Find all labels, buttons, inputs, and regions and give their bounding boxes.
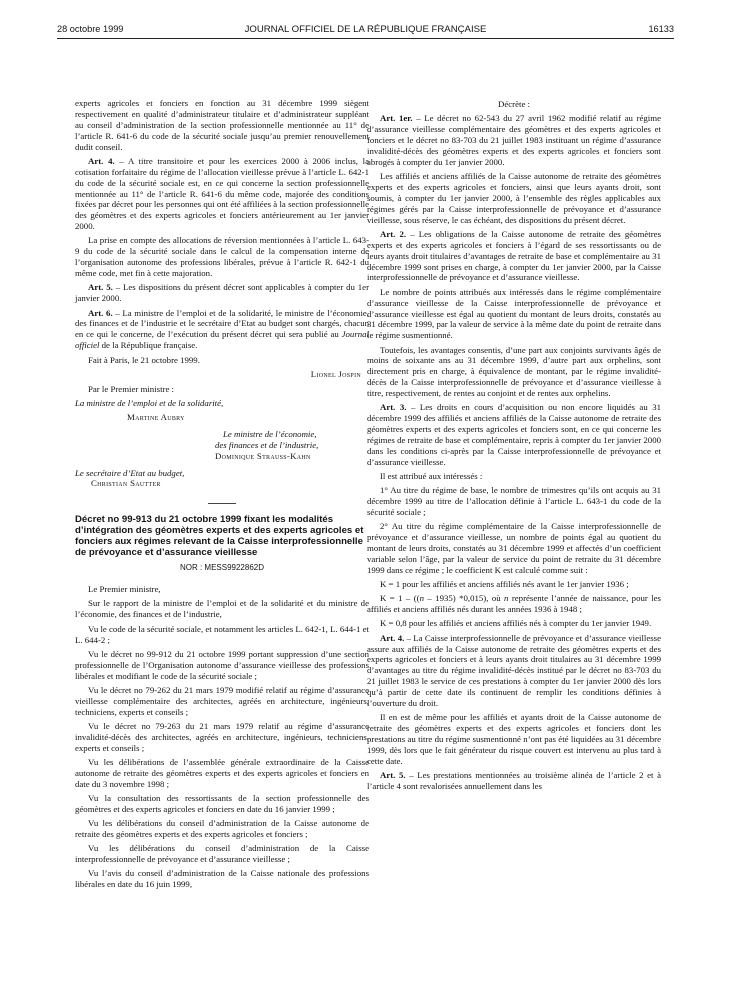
- fait-a-paris: Fait à Paris, le 21 octobre 1999.: [88, 355, 200, 366]
- decree-title: Décret no 99-913 du 21 octobre 1999 fixant les modalités d’intégration des géomètres experts et des experts agricoles et fonciers aux régimes relevant de la Caisse interprofessionnelle de prévoyance et d’assurance vieillesse: [75, 514, 364, 559]
- visa: Vu le décret no 99-912 du 21 octobre 1999 portant suppression d’une section professionnelle de l’Organisation autonome d’assurance vieillesse des professions libérales et modifiant le code de la sécurité sociale ;: [75, 648, 369, 681]
- article-1: Art. 1er. – Le décret no 62-543 du 27 avril 1962 modifié relatif au régime d’assurance vieillesse complémentaire des géomètres et des experts agricoles et fonciers et le décret no 83-703 du 21 juillet 1983 instituant un régime d’assurance invalidité-décès des géomètres experts et des experts agricoles et fonciers sont abrogés à compter du 1er janvier 2000.: [367, 113, 661, 167]
- decrete-heading: Décrète :: [498, 99, 530, 109]
- signature-sautter: Christian Sautter: [91, 478, 161, 489]
- visa: Vu le décret no 79-262 du 21 mars 1979 modifié relatif au régime d’assurance vieillesse complémentaire des architectes, agréés en architecture, ingénieurs, techniciens, experts et conseils ;: [75, 684, 369, 717]
- left-column: [75, 98, 369, 893]
- signature-strauss-kahn: Dominique Strauss-Kahn: [215, 450, 311, 461]
- article-label: Art. 2.: [380, 228, 407, 239]
- header-date: 28 octobre 1999: [57, 24, 124, 34]
- article-label: Art. 6.: [88, 307, 113, 318]
- article-label: Art. 4.: [88, 155, 115, 166]
- article-2: Art. 2. – Les obligations de la Caisse autonome de retraite des géomètres experts et des experts agricoles et fonciers à l’égard de ses ressortissants ou de leurs ayants droit titulaires d’avantages de retraite de base et complémentaire au 31 décembre 1999 sont prises en charge, à compter du 1er janvier 2000, par la Caisse interprofessionnelle de prévoyance et d’assurance vieillesse.: [367, 228, 662, 283]
- right-column: [367, 99, 661, 795]
- visa: Vu les délibérations du conseil d’administration de la Caisse interprofessionnelle de prévoyance et d’assurance vieillesse ;: [75, 842, 369, 864]
- visa: Vu l’avis du conseil d’administration de la Caisse nationale des professions libérales en date du 16 juin 1999,: [75, 868, 369, 889]
- article-5: Art. 5. – Les dispositions du présent décret sont applicables à compter du 1er janvier 2000.: [75, 282, 370, 304]
- article-label: Art. 4.: [380, 632, 405, 643]
- article-4: Art. 4. – A titre transitoire et pour les exercices 2000 à 2006 inclus, la cotisation forfaitaire du régime de l’allocation vieillesse prévue à l’article L. 642-1 du code de la sécurité sociale est, en ce qui concerne la section professionnelle mentionnée au 11° de l’article R. 641-6 du même code, majorée des conditions fixées par décret pour les personnes qui ont été affiliées à la section professionnelle des géomètres et des experts agricoles et fonciers antérieurement au 1er janvier 2000.: [75, 155, 369, 232]
- visa: Vu le code de la sécurité sociale, et notamment les articles L. 642-1, L. 644-1 et L. 644-2 ;: [75, 623, 369, 645]
- visa: Vu la consultation des ressortissants de la section professionnelle des géomètres et des experts agricoles et fonciers en date du 16 janvier 1999 ;: [75, 792, 369, 814]
- article-label: Art. 5.: [88, 282, 113, 293]
- visa: Vu les délibérations du conseil d’administration de la Caisse autonome de retraite des géomètres experts et des experts agricoles et fonciers ;: [75, 817, 369, 839]
- article-3: Art. 3. – Les droits en cours d’acquisition ou non encore liquidés au 31 décembre 1999 des affiliés et anciens affiliés de la Caisse autonome de retraite des géomètres experts et des experts agricoles et fonciers sont, en ce qui concerne les régimes de retraite de base et complémentaire, repris à compter du 1er janvier 2000 dans les conditions ci-après par la Caisse interprofessionnelle de prévoyance et d’assurance vieillesse.: [367, 402, 662, 467]
- header-journal-title: JOURNAL OFFICIEL DE LA RÉPUBLIQUE FRANÇAISE: [244, 24, 487, 35]
- article-label: Art. 1er.: [380, 113, 413, 124]
- minister-title: Le secrétaire d’Etat au budget,: [75, 467, 185, 478]
- article-6: Art. 6. – La ministre de l’emploi et de la solidarité, le ministre de l’économie, des finances et de l’industrie et le secrétaire d’Etat au budget sont chargés, chacun en ce qui le concerne, de l’exécution du présent décret qui sera publié au Journal officiel de la République française.: [75, 307, 370, 351]
- separator: [208, 503, 236, 504]
- header-page-number: 16133: [648, 24, 674, 34]
- signature-aubry: Martine Aubry: [127, 411, 185, 422]
- visa: Vu le décret no 79-263 du 21 mars 1979 relatif au régime d’assurance invalidité-décès des architectes, agréés en architecture, ingénieurs, techniciens, experts et conseils ;: [75, 720, 369, 753]
- coefficient-rule: K = 0,8 pour les affiliés et anciens affiliés nés à compter du 1er janvier 1949.: [380, 618, 652, 629]
- header-rule: [57, 38, 674, 39]
- paragraph: Le Premier ministre,: [88, 584, 161, 595]
- page-header: [57, 24, 674, 38]
- nor-reference: NOR : MESS9922862D: [179, 563, 265, 573]
- minister-title: des finances et de l’industrie,: [215, 439, 319, 450]
- paragraph: 1° Au titre du régime de base, le nombre de trimestres qu’ils ont acquis au 31 décembre 1999 au titre de l’allocation définie à l’article L. 643-1 du code de la sécurité sociale ;: [367, 485, 661, 518]
- paragraph: Il est attribué aux intéressés :: [380, 471, 483, 482]
- coefficient-rule: K = 1 – ((n – 1935) *0,015), où n représente l’année de naissance, pour les affiliés et anciens affiliés nés durant les années 1936 à 1948 ;: [367, 593, 661, 615]
- paragraph: experts agricoles et fonciers en fonction au 31 décembre 1999 siègent respectivement en qualité d’administrateur titulaire et d’administrateur suppléant au conseil d’administration de la section professionnelle mentionnée au 11° de l’article R. 641-6 du code de la sécurité sociale jusqu’au premier renouvellement dudit conseil.: [75, 98, 369, 152]
- par-le-premier-ministre: Par le Premier ministre :: [88, 383, 174, 394]
- article-label: Art. 5.: [380, 770, 406, 781]
- article-4: Art. 4. – La Caisse interprofessionnelle de prévoyance et d’assurance vieillesse assure aux affiliés de la Caisse autonome de retraite des géomètres experts et des experts agricoles et fonciers et à leurs ayants droit titulaires au 31 décembre 1999 d’avantages au titre du régime invalidité-décès institué par le décret no 83-703 du 21 juillet 1983 le service de ces prestations à compter du 1er janvier 2000 dès lors qu’à partir de cette date ils continuent de remplir les conditions définies à l’ouverture du droit.: [367, 632, 661, 709]
- minister-title: La ministre de l’emploi et de la solidarité,: [75, 397, 224, 408]
- paragraph: La prise en compte des allocations de réversion mentionnées à l’article L. 643-9 du code de la sécurité sociale dans le calcul de la compensation interne de l’organisation autonome des professions libérales, prévue à l’article R. 642-1 du même code, met fin à cette majoration.: [75, 235, 369, 279]
- paragraph: Le nombre de points attribués aux intéressés dans le régime complémentaire d’assurance vieillesse de la Caisse interprofessionnelle de prévoyance et d’assurance vieillesse est égal au quotient du montant de leurs droits, constatés au 31 décembre 1999, par la valeur de service à la même date du point de retraite dans le régime susmentionné.: [367, 286, 661, 341]
- visa: Vu les délibérations de l’assemblée générale extraordinaire de la Caisse autonome de retraite des géomètres experts et des experts agricoles et fonciers en date du 3 novembre 1998 ;: [75, 756, 369, 789]
- article-label: Art. 3.: [380, 402, 407, 413]
- paragraph: Toutefois, les avantages consentis, d’une part aux conjoints survivants âgés de moins de soixante ans au 31 décembre 1999, d’autre part aux orphelins, sont directement pris en charge, à équivalence de montant, par le régime invalidité-décès de la Caisse interprofessionnelle de prévoyance et d’assurance vieillesse à titre, respectivement, de rentes au conjoint et de rentes aux orphelins.: [367, 344, 661, 399]
- paragraph: Il en est de même pour les affiliés et ayants droit de la Caisse autonome de retraite des géomètres experts et des experts agricoles et fonciers dont les prestations au titre du régime susmentionné n’ont pas été liquidées au 31 décembre 1999, dès lors que le fait générateur du risque couvert est intervenu au plus tard à cette date.: [367, 712, 661, 766]
- coefficient-rule: K = 1 pour les affiliés et anciens affiliés nés avant le 1er janvier 1936 ;: [380, 579, 629, 590]
- article-5: Art. 5. – Les prestations mentionnées au troisième alinéa de l’article 2 et à l’article 4 sont revalorisées annuellement dans les: [367, 770, 662, 792]
- signature-pm: Lionel Jospin: [310, 369, 361, 380]
- paragraph: 2° Au titre du régime complémentaire de la Caisse interprofessionnelle de prévoyance et d’assurance vieillesse, un nombre de points égal au quotient du montant de leurs droits, constatés au 31 décembre 1999 et affectés d’un coefficient variable selon l’âge, par la valeur de service du point de retraite du 31 décembre 1999 dans ce régime ; le coefficient K est calculé comme suit :: [367, 521, 661, 575]
- visa: Sur le rapport de la ministre de l’emploi et de la solidarité et du ministre de l’économie, des finances et de l’industrie,: [75, 598, 369, 620]
- paragraph: Les affiliés et anciens affiliés de la Caisse autonome de retraite des géomètres experts et des experts agricoles et fonciers, ainsi que leurs ayants droit, sont soumis, à compter du 1er janvier 2000, à l’ensemble des règles applicables aux régimes gérés par la Caisse interprofessionnelle de prévoyance et d’assurance vieillesse, sous réserve, le cas échéant, des dispositions du présent décret.: [367, 171, 661, 225]
- minister-title: Le ministre de l’économie,: [223, 428, 317, 439]
